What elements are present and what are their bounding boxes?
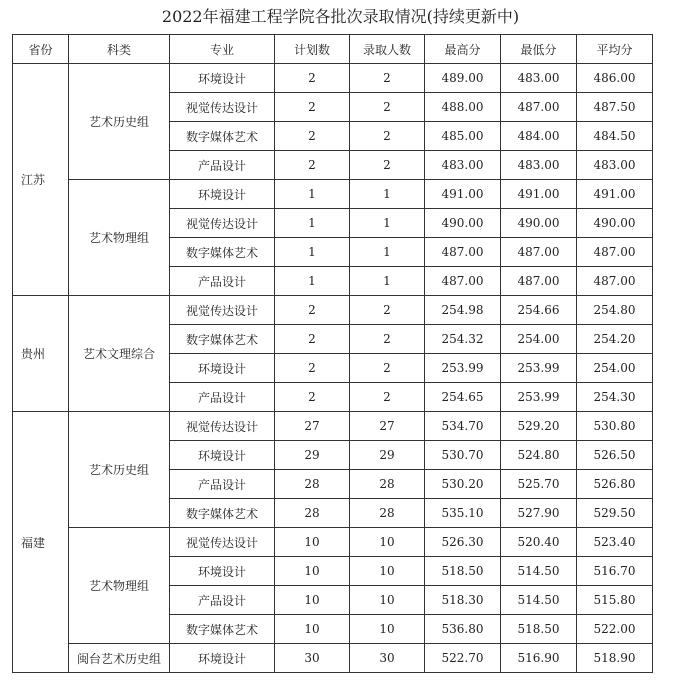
- major-cell: 环境设计: [170, 644, 275, 673]
- admitted-count-cell: 10: [350, 586, 425, 615]
- avg-score-cell: 254.20: [577, 325, 653, 354]
- admitted-count-cell: 10: [350, 557, 425, 586]
- plan-count-cell: 10: [275, 615, 350, 644]
- admitted-count-cell: 2: [350, 122, 425, 151]
- category-cell: 艺术文理综合: [69, 296, 170, 412]
- admitted-count-cell: 2: [350, 64, 425, 93]
- min-score-cell: 253.99: [501, 354, 577, 383]
- avg-score-cell: 526.80: [577, 470, 653, 499]
- header-category: 科类: [69, 35, 170, 64]
- admitted-count-cell: 28: [350, 470, 425, 499]
- admitted-count-cell: 10: [350, 528, 425, 557]
- table-row: [13, 180, 653, 209]
- category-cell: 艺术物理组: [69, 180, 170, 296]
- avg-score-cell: 515.80: [577, 586, 653, 615]
- table-row: [13, 296, 653, 325]
- max-score-cell: 522.70: [425, 644, 501, 673]
- major-cell: 产品设计: [170, 586, 275, 615]
- min-score-cell: 483.00: [501, 151, 577, 180]
- min-score-cell: 529.20: [501, 412, 577, 441]
- major-cell: 环境设计: [170, 557, 275, 586]
- admitted-count-cell: 2: [350, 354, 425, 383]
- plan-count-cell: 27: [275, 412, 350, 441]
- min-score-cell: 483.00: [501, 64, 577, 93]
- plan-count-cell: 30: [275, 644, 350, 673]
- admitted-count-cell: 27: [350, 412, 425, 441]
- admitted-count-cell: 2: [350, 296, 425, 325]
- plan-count-cell: 10: [275, 586, 350, 615]
- max-score-cell: 526.30: [425, 528, 501, 557]
- category-cell: 艺术历史组: [69, 412, 170, 528]
- max-score-cell: 487.00: [425, 238, 501, 267]
- max-score-cell: 254.65: [425, 383, 501, 412]
- plan-count-cell: 1: [275, 209, 350, 238]
- major-cell: 视觉传达设计: [170, 296, 275, 325]
- page-title: 2022年福建工程学院各批次录取情况(持续更新中): [161, 7, 520, 26]
- plan-count-cell: 1: [275, 180, 350, 209]
- min-score-cell: 487.00: [501, 93, 577, 122]
- avg-score-cell: 254.00: [577, 354, 653, 383]
- avg-score-cell: 526.50: [577, 441, 653, 470]
- table-header-row: [13, 35, 653, 64]
- plan-count-cell: 2: [275, 64, 350, 93]
- avg-score-cell: 254.80: [577, 296, 653, 325]
- header-max-score: 最高分: [425, 35, 501, 64]
- avg-score-cell: 522.00: [577, 615, 653, 644]
- header-admitted: 录取人数: [350, 35, 425, 64]
- plan-count-cell: 2: [275, 296, 350, 325]
- max-score-cell: 491.00: [425, 180, 501, 209]
- max-score-cell: 518.30: [425, 586, 501, 615]
- admission-table: [12, 34, 653, 673]
- admitted-count-cell: 28: [350, 499, 425, 528]
- header-min-score: 最低分: [501, 35, 577, 64]
- plan-count-cell: 28: [275, 470, 350, 499]
- min-score-cell: 514.50: [501, 557, 577, 586]
- avg-score-cell: 529.50: [577, 499, 653, 528]
- avg-score-cell: 490.00: [577, 209, 653, 238]
- table-body: [13, 64, 653, 673]
- avg-score-cell: 484.50: [577, 122, 653, 151]
- avg-score-cell: 487.00: [577, 267, 653, 296]
- max-score-cell: 490.00: [425, 209, 501, 238]
- major-cell: 数字媒体艺术: [170, 238, 275, 267]
- plan-count-cell: 2: [275, 93, 350, 122]
- major-cell: 视觉传达设计: [170, 412, 275, 441]
- major-cell: 数字媒体艺术: [170, 325, 275, 354]
- avg-score-cell: 483.00: [577, 151, 653, 180]
- plan-count-cell: 2: [275, 151, 350, 180]
- min-score-cell: 253.99: [501, 383, 577, 412]
- max-score-cell: 254.32: [425, 325, 501, 354]
- min-score-cell: 484.00: [501, 122, 577, 151]
- min-score-cell: 518.50: [501, 615, 577, 644]
- major-cell: 环境设计: [170, 180, 275, 209]
- min-score-cell: 525.70: [501, 470, 577, 499]
- avg-score-cell: 518.90: [577, 644, 653, 673]
- plan-count-cell: 2: [275, 122, 350, 151]
- max-score-cell: 253.99: [425, 354, 501, 383]
- province-cell: 江苏: [13, 64, 69, 296]
- admitted-count-cell: 2: [350, 93, 425, 122]
- avg-score-cell: 487.00: [577, 238, 653, 267]
- admitted-count-cell: 2: [350, 383, 425, 412]
- max-score-cell: 254.98: [425, 296, 501, 325]
- max-score-cell: 530.20: [425, 470, 501, 499]
- header-plan: 计划数: [275, 35, 350, 64]
- plan-count-cell: 1: [275, 238, 350, 267]
- major-cell: 环境设计: [170, 441, 275, 470]
- max-score-cell: 483.00: [425, 151, 501, 180]
- plan-count-cell: 2: [275, 325, 350, 354]
- header-province: 省份: [13, 35, 69, 64]
- avg-score-cell: 530.80: [577, 412, 653, 441]
- major-cell: 环境设计: [170, 354, 275, 383]
- category-cell: 艺术物理组: [69, 528, 170, 644]
- max-score-cell: 489.00: [425, 64, 501, 93]
- admitted-count-cell: 1: [350, 180, 425, 209]
- plan-count-cell: 2: [275, 383, 350, 412]
- avg-score-cell: 254.30: [577, 383, 653, 412]
- plan-count-cell: 28: [275, 499, 350, 528]
- admitted-count-cell: 1: [350, 267, 425, 296]
- header-avg-score: 平均分: [577, 35, 653, 64]
- max-score-cell: 488.00: [425, 93, 501, 122]
- avg-score-cell: 487.50: [577, 93, 653, 122]
- min-score-cell: 524.80: [501, 441, 577, 470]
- max-score-cell: 487.00: [425, 267, 501, 296]
- plan-count-cell: 1: [275, 267, 350, 296]
- plan-count-cell: 2: [275, 354, 350, 383]
- major-cell: 视觉传达设计: [170, 93, 275, 122]
- min-score-cell: 491.00: [501, 180, 577, 209]
- major-cell: 产品设计: [170, 267, 275, 296]
- min-score-cell: 490.00: [501, 209, 577, 238]
- avg-score-cell: 516.70: [577, 557, 653, 586]
- plan-count-cell: 29: [275, 441, 350, 470]
- min-score-cell: 516.90: [501, 644, 577, 673]
- min-score-cell: 527.90: [501, 499, 577, 528]
- header-major: 专业: [170, 35, 275, 64]
- table-row: [13, 644, 653, 673]
- major-cell: 产品设计: [170, 383, 275, 412]
- major-cell: 数字媒体艺术: [170, 499, 275, 528]
- min-score-cell: 254.00: [501, 325, 577, 354]
- category-cell: 艺术历史组: [69, 64, 170, 180]
- min-score-cell: 520.40: [501, 528, 577, 557]
- table-row: [13, 64, 653, 93]
- province-cell: 福建: [13, 412, 69, 673]
- admitted-count-cell: 2: [350, 151, 425, 180]
- major-cell: 视觉传达设计: [170, 528, 275, 557]
- plan-count-cell: 10: [275, 528, 350, 557]
- major-cell: 产品设计: [170, 151, 275, 180]
- max-score-cell: 485.00: [425, 122, 501, 151]
- admitted-count-cell: 29: [350, 441, 425, 470]
- max-score-cell: 530.70: [425, 441, 501, 470]
- max-score-cell: 536.80: [425, 615, 501, 644]
- avg-score-cell: 486.00: [577, 64, 653, 93]
- admitted-count-cell: 1: [350, 209, 425, 238]
- major-cell: 数字媒体艺术: [170, 615, 275, 644]
- major-cell: 视觉传达设计: [170, 209, 275, 238]
- max-score-cell: 534.70: [425, 412, 501, 441]
- table-row: [13, 412, 653, 441]
- province-cell: 贵州: [13, 296, 69, 412]
- min-score-cell: 514.50: [501, 586, 577, 615]
- major-cell: 环境设计: [170, 64, 275, 93]
- category-cell: 闽台艺术历史组: [69, 644, 170, 673]
- admitted-count-cell: 30: [350, 644, 425, 673]
- avg-score-cell: 491.00: [577, 180, 653, 209]
- plan-count-cell: 10: [275, 557, 350, 586]
- min-score-cell: 487.00: [501, 267, 577, 296]
- admitted-count-cell: 1: [350, 238, 425, 267]
- major-cell: 数字媒体艺术: [170, 122, 275, 151]
- min-score-cell: 487.00: [501, 238, 577, 267]
- major-cell: 产品设计: [170, 470, 275, 499]
- avg-score-cell: 523.40: [577, 528, 653, 557]
- max-score-cell: 535.10: [425, 499, 501, 528]
- max-score-cell: 518.50: [425, 557, 501, 586]
- min-score-cell: 254.66: [501, 296, 577, 325]
- table-row: [13, 528, 653, 557]
- admitted-count-cell: 2: [350, 325, 425, 354]
- admitted-count-cell: 10: [350, 615, 425, 644]
